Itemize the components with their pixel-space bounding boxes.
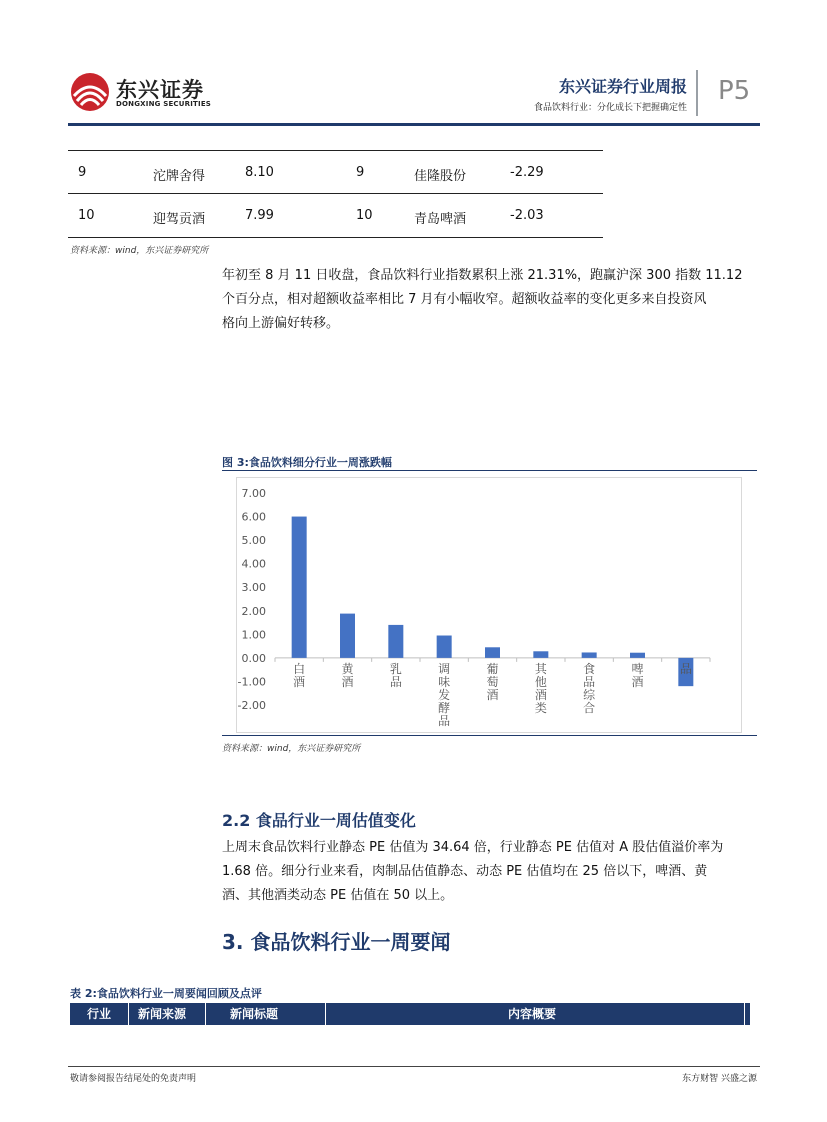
section-heading: 3. 食品饮料行业一周要闻	[222, 930, 451, 954]
x-tick-label: 品	[583, 674, 596, 689]
value-cell: 8.10	[245, 165, 274, 180]
bar	[630, 653, 645, 658]
x-tick-label: 合	[583, 700, 596, 715]
company-name-cn: 东兴证券	[116, 78, 204, 102]
y-tick-label: 7.00	[241, 487, 266, 500]
paragraph-line: 上周末食品饮料行业静态 PE 估值为 34.64 倍，行业静态 PE 估值对 A 股估值溢价率为	[222, 840, 724, 855]
paragraph-line: 格向上游偏好转移。	[222, 316, 340, 331]
table-header-cell: 内容概要	[508, 1007, 557, 1021]
paragraph-line: 年初至 8 月 11 日收盘，食品饮料行业指数累积上涨 21.31%，跑赢沪深 300 指数 11.12	[222, 268, 743, 283]
paragraph-line: 酒、其他酒类动态 PE 估值在 50 以上。	[222, 888, 454, 903]
x-tick-label: 发	[438, 687, 451, 702]
x-tick-label: 品	[389, 674, 402, 689]
bar	[533, 651, 548, 658]
x-tick-label: 乳	[389, 661, 402, 676]
stock-name-cell: 迎驾贡酒	[153, 212, 206, 227]
bar	[437, 636, 452, 658]
table-title: 表 2:食品饮料行业一周要闻回顾及点评	[70, 987, 262, 1000]
rank-cell: 9	[356, 165, 365, 180]
x-tick-label: 葡	[486, 661, 499, 676]
y-tick-label: 2.00	[241, 604, 266, 618]
x-tick-label: 啤	[631, 661, 644, 676]
bar	[485, 647, 500, 658]
page-number: P5	[718, 76, 751, 106]
company-name-en: DONGXING SECURITIES	[116, 100, 212, 108]
y-tick-label: 0.00	[241, 651, 266, 665]
stock-name-cell: 青岛啤酒	[414, 212, 467, 227]
value-cell: 7.99	[245, 208, 274, 223]
x-tick-label: 品	[679, 661, 692, 676]
rank-cell: 9	[78, 165, 87, 180]
report-subtitle: 食品饮料行业：分化成长下把握确定性	[533, 103, 687, 113]
rank-cell: 10	[78, 208, 95, 223]
x-tick-label: 白	[293, 661, 306, 676]
table-header-divider	[325, 1003, 326, 1025]
x-tick-label: 类	[534, 700, 547, 715]
y-tick-label: 1.00	[241, 628, 266, 642]
stock-name-cell: 佳隆股份	[414, 169, 467, 184]
table-header-cell: 新闻来源	[138, 1007, 187, 1021]
figure-source-note: 资料来源：wind，东兴证券研究所	[222, 744, 361, 754]
y-tick-label: 4.00	[241, 557, 266, 571]
bar	[388, 625, 403, 658]
y-tick-label: -1.00	[237, 675, 266, 689]
x-tick-label: 酒	[341, 674, 354, 689]
figure-rule	[222, 735, 757, 736]
x-tick-label: 食	[583, 661, 596, 676]
table-header-divider	[744, 1003, 745, 1025]
x-tick-label: 酒	[486, 687, 499, 702]
x-tick-label: 酵	[438, 700, 451, 715]
x-tick-label: 萄	[486, 674, 499, 689]
x-tick-label: 其	[534, 661, 547, 676]
x-tick-label: 酒	[293, 674, 306, 689]
section-heading: 2.2 食品行业一周估值变化	[222, 811, 416, 830]
x-tick-label: 酒	[534, 687, 547, 702]
body-paragraph	[222, 836, 760, 908]
x-tick-label: 调	[438, 661, 451, 676]
y-tick-label: 5.00	[241, 534, 266, 548]
footer-disclaimer: 敬请参阅报告结尾处的免责声明	[70, 1074, 197, 1084]
table-header-divider	[205, 1003, 206, 1025]
footer-slogan: 东方财智 兴盛之源	[682, 1074, 757, 1084]
paragraph-line: 1.68 倍。细分行业来看，肉制品估值静态、动态 PE 估值均在 25 倍以下，啤酒、黄	[222, 864, 708, 879]
x-tick-label: 品	[438, 713, 451, 728]
x-tick-label: 酒	[631, 674, 644, 689]
value-cell: -2.03	[510, 208, 544, 223]
bar	[340, 614, 355, 658]
y-tick-label: 6.00	[241, 510, 266, 524]
figure-title: 图 3:食品饮料细分行业一周涨跌幅	[222, 456, 392, 469]
table-source-note: 资料来源：wind，东兴证券研究所	[70, 246, 209, 256]
paragraph-line: 个百分点，相对超额收益率相比 7 月有小幅收窄。超额收益率的变化更多来自投资风	[222, 292, 707, 307]
table-header-row	[70, 1003, 750, 1025]
bar	[582, 652, 597, 657]
table-header-cell: 新闻标题	[230, 1007, 279, 1021]
y-tick-label: -2.00	[237, 699, 266, 712]
x-tick-label: 综	[583, 687, 596, 702]
stock-name-cell: 沱牌舍得	[153, 169, 206, 184]
table-header-cell: 行业	[87, 1007, 112, 1021]
x-tick-label: 黄	[341, 661, 354, 676]
report-title: 东兴证券行业周报	[558, 77, 687, 96]
rank-cell: 10	[356, 208, 373, 223]
bar	[292, 517, 307, 658]
value-cell: -2.29	[510, 165, 544, 180]
y-tick-label: 3.00	[241, 581, 266, 595]
x-tick-label: 他	[534, 674, 547, 689]
footer-rule	[68, 1066, 760, 1067]
table-header-divider	[128, 1003, 129, 1025]
x-tick-label: 味	[438, 674, 451, 689]
